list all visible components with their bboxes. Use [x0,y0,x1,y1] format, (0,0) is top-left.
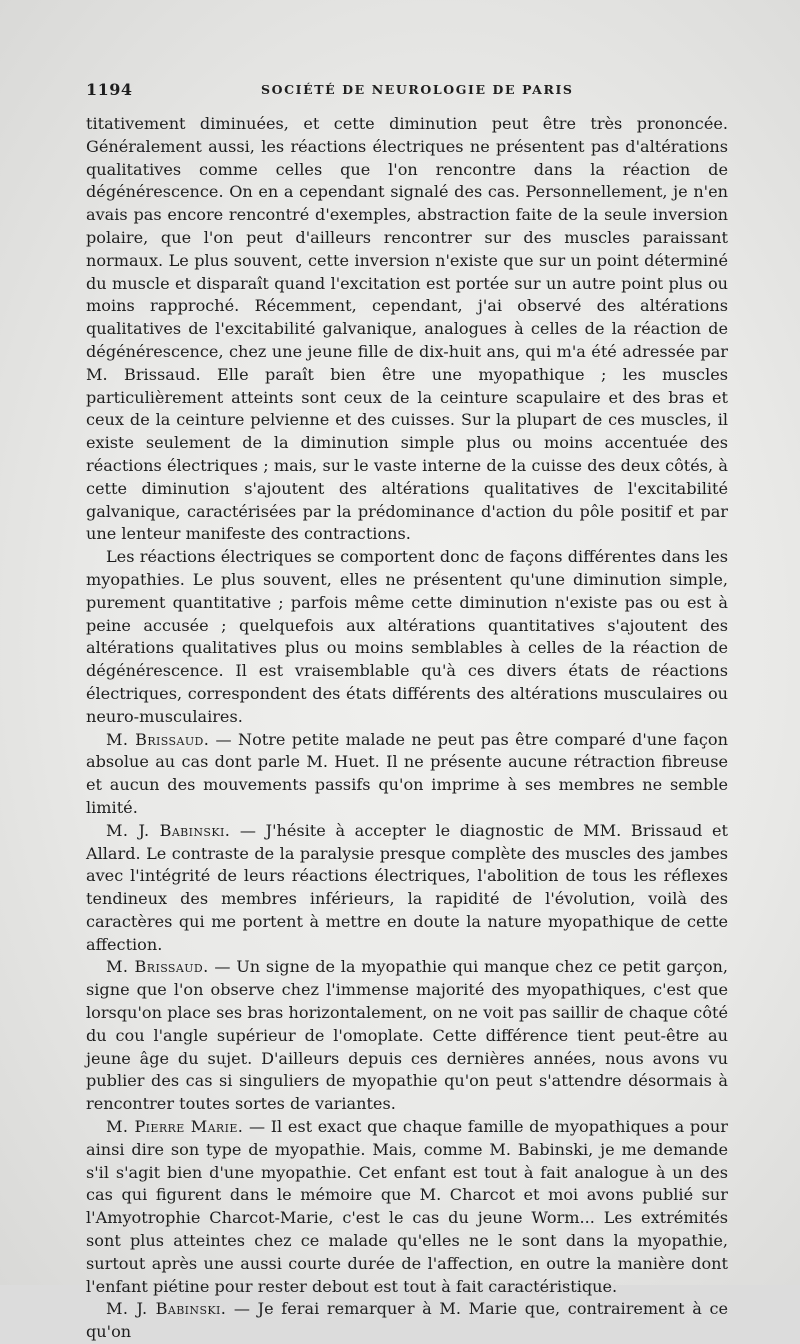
speaker-name: M. Brissaud. [106,957,209,977]
speaker-name: M. J. Babinski. [106,1299,227,1319]
speaker-name: M. Pierre Marie. [106,1117,244,1137]
speaker-name: M. Brissaud. [106,729,210,749]
paragraph-text: — J'hésite à accepter le diagnostic de MM. Brissaud et Allard. Le contraste de la paralysie presque complète des muscles des jambes avec l'intégrité de leurs réactions électriques, l'abolition de tous les réflexes tendineux des membres inférieurs, la rapidité de l'évolution, voilà des caractères qui me portent à mettre en doute la nature myopathique de cette affection. [86,820,728,954]
paragraph [86,956,728,1116]
paragraph [86,546,728,728]
paragraph-text: — Je ferai remarquer à M. Marie que, contrairement à ce qu'on [86,1299,728,1342]
speaker-name: M. J. Babinski. [106,820,231,840]
paragraph [86,729,728,820]
paragraph [86,113,728,546]
page-header [86,80,726,104]
paragraph-text: — Notre petite malade ne peut pas être comparé d'une façon absolue au cas dont parle M. Huet. Il ne présente aucune rétraction fibreuse et aucun des mouvements passifs qu'on imprime à ses membres ne semble limité. [86,729,728,817]
paragraph-text: Les réactions électriques se comportent donc de façons différentes dans les myopathies. Le plus souvent, elles ne présentent qu'une diminution simple, purement quantitative ; parfois même cette diminution n'existe pas ou est à peine accusée ; quelquefois aux altérations quantitatives s'ajoutent des altérations qualitatives plus ou moins semblables à celles de la réaction de dégénérescence. Il est vraisemblable qu'à ces divers états de réactions électriques, correspondent des états différents des altérations musculaires ou neuro-musculaires. [86,547,728,726]
body-text [86,113,728,1344]
paragraph-text: — Un signe de la myopathie qui manque chez ce petit garçon, signe que l'on observe chez l'immense majorité des myopathiques, c'est que lorsqu'on place ses bras horizontalement, on ne voit pas saillir de chaque côté du cou l'angle supérieur de l'omoplate. Cette différence tient peut-être au jeune âge du sujet. D'ailleurs depuis ces dernières années, nous avons vu publier des cas si singuliers de myopathie qu'on peut s'attendre désormais à rencontrer toutes sortes de variantes. [86,957,728,1114]
paragraph-text: — Il est exact que chaque famille de myopathiques a pour ainsi dire son type de myopathie. Mais, comme M. Babinski, je me demande s'il s'agit bien d'une myopathie. Cet enfant est tout à fait analogue à un des cas qui figurent dans le mémoire que M. Charcot et moi avons publié sur l'Amyotrophie Charcot-Marie, c'est le cas du jeune Worm... Les extrémités sont plus atteintes chez ce malade qu'elles ne le sont dans la myopathie, surtout après une aussi courte durée de l'affection, en outre la manière dont l'enfant piétine pour rester debout est tout à fait caractéristique. [86,1117,728,1296]
paragraph [86,820,728,957]
page-number: 1194 [86,80,133,99]
paragraph [86,1116,728,1298]
paragraph-text: titativement diminuées, et cette diminution peut être très prononcée. Généralement aussi, les réactions électriques ne présentent pas d'altérations qualitatives comme celles que l'on rencontre dans la réaction de dégénérescence. On en a cependant signalé des cas. Personnellement, je n'en avais pas encore rencontré d'exemples, abstraction faite de la seule inversion polaire, que l'on peut d'ailleurs rencontrer sur des muscles paraissant normaux. Le plus souvent, cette inversion n'existe que sur un point déterminé du muscle et disparaît quand l'excitation est portée sur un autre point plus ou moins rapproché. Récemment, cependant, j'ai observé des altérations qualitatives de l'excitabilité galvanique, analogues à celles de la réaction de dégénérescence, chez une jeune fille de dix-huit ans, qui m'a été adressée par M. Brissaud. Elle paraît bien être une myopathique ; les muscles particulièrement atteints sont ceux de la ceinture scapulaire et des bras et ceux de la ceinture pelvienne et des cuisses. Sur la plupart de ces muscles, il existe seulement de la diminution simple plus ou moins accentuée des réactions électriques ; mais, sur le vaste interne de la cuisse des deux côtés, à cette diminution s'ajoutent des altérations qualitatives de l'excitabilité galvanique, caractérisées par la prédominance d'action du pôle positif et par une lenteur manifeste des contractions. [86,114,728,544]
paragraph [86,1298,728,1344]
running-head: SOCIÉTÉ DE NEUROLOGIE DE PARIS [261,82,574,97]
